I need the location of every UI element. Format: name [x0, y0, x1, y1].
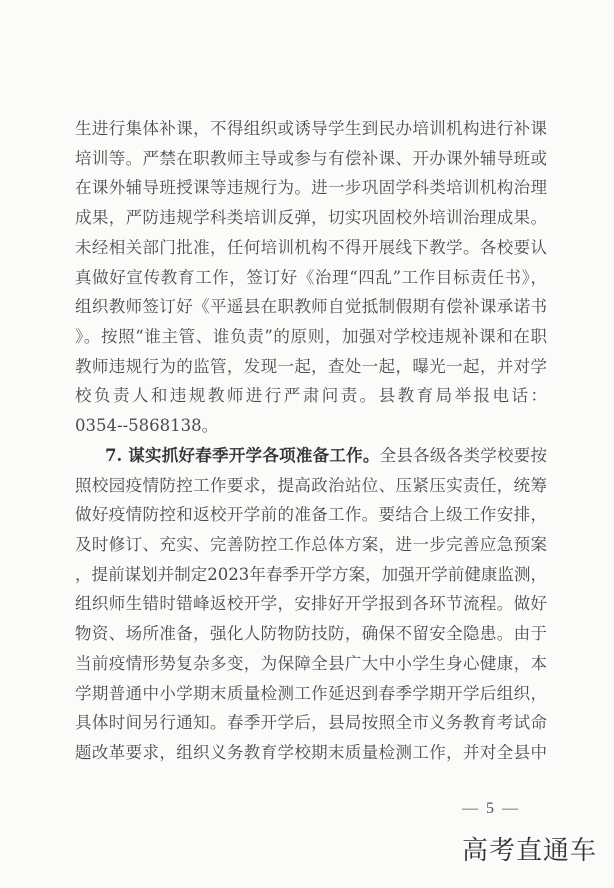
paragraph-line: 组织教师签订好《平遥县在职教师自觉抵制假期有偿补课承诺书 — [75, 297, 547, 317]
paragraph-line: 未经相关部门批准，任何培训机构不得开展线下教学。各校要认 — [75, 237, 547, 257]
paragraph-line: 组织师生错时错峰返校开学，安排好开学报到各环节流程。做好 — [75, 594, 547, 614]
paragraph-line: 题改革要求，组织义务教育学校期末质量检测工作，并对全县中 — [75, 743, 547, 762]
paragraph-line: 成果，严防违规学科类培训反弹，切实巩固校外培训治理成果。 — [75, 208, 547, 228]
paragraph-line: 具体时间另行通知。春季开学后，县局按照全市义务教育考试命 — [75, 713, 547, 733]
section-7-heading: 7. 谋实抓好春季开学各项准备工作。 — [105, 445, 380, 465]
paragraph-line: 生进行集体补课，不得组织或诱导学生到民办培训机构进行补课 — [75, 119, 547, 138]
section-7-text: 全县各级各类学校要按 — [379, 445, 547, 465]
paragraph-line: 学期普通中小学期末质量检测工作延迟到春季学期开学后组织， — [75, 683, 547, 703]
paragraph-line: 真做好宣传教育工作，签订好《治理“四乱”工作目标责任书》， — [75, 267, 547, 287]
paragraph-line: 校负责人和违规教师进行严肃问责。县教育局举报电话： — [75, 386, 547, 406]
section-7-first-line — [105, 439, 547, 472]
paragraph-line: 》。按照“谁主管、谁负责”的原则，加强对学校违规补课和在职 — [75, 327, 547, 346]
paragraph-line: 在课外辅导班授课等违规行为。进一步巩固学科类培训机构治理 — [75, 178, 547, 198]
paragraph-line: 教师违规行为的监管，发现一起，查处一起，曝光一起，并对学 — [75, 356, 547, 376]
paragraph-line: 培训等。严禁在职教师主导或参与有偿补课、开办课外辅导班或 — [75, 148, 547, 168]
paragraph-line: 做好疫情防控和返校开学前的准备工作。要结合上级工作安排， — [75, 505, 547, 525]
page-number: — 5 — — [462, 800, 520, 817]
paragraph-line: ，提前谋划并制定2023年春季开学方案，加强开学前健康监测， — [75, 564, 547, 584]
paragraph-line: 及时修订、充实、完善防控工作总体方案，进一步完善应急预案 — [75, 535, 547, 554]
paragraph-line: 照校园疫情防控工作要求，提高政治站位、压紧压实责任，统筹 — [75, 475, 547, 495]
hotline-number: 0354--5868138。 — [75, 416, 219, 436]
paragraph-line: 当前疫情形势复杂多变，为保障全县广大中小学生身心健康，本 — [75, 653, 547, 673]
paragraph-line: 物资、场所准备，强化人防物防技防，确保不留安全隐患。由于 — [75, 624, 547, 644]
watermark: 高考直通车 — [462, 836, 598, 866]
